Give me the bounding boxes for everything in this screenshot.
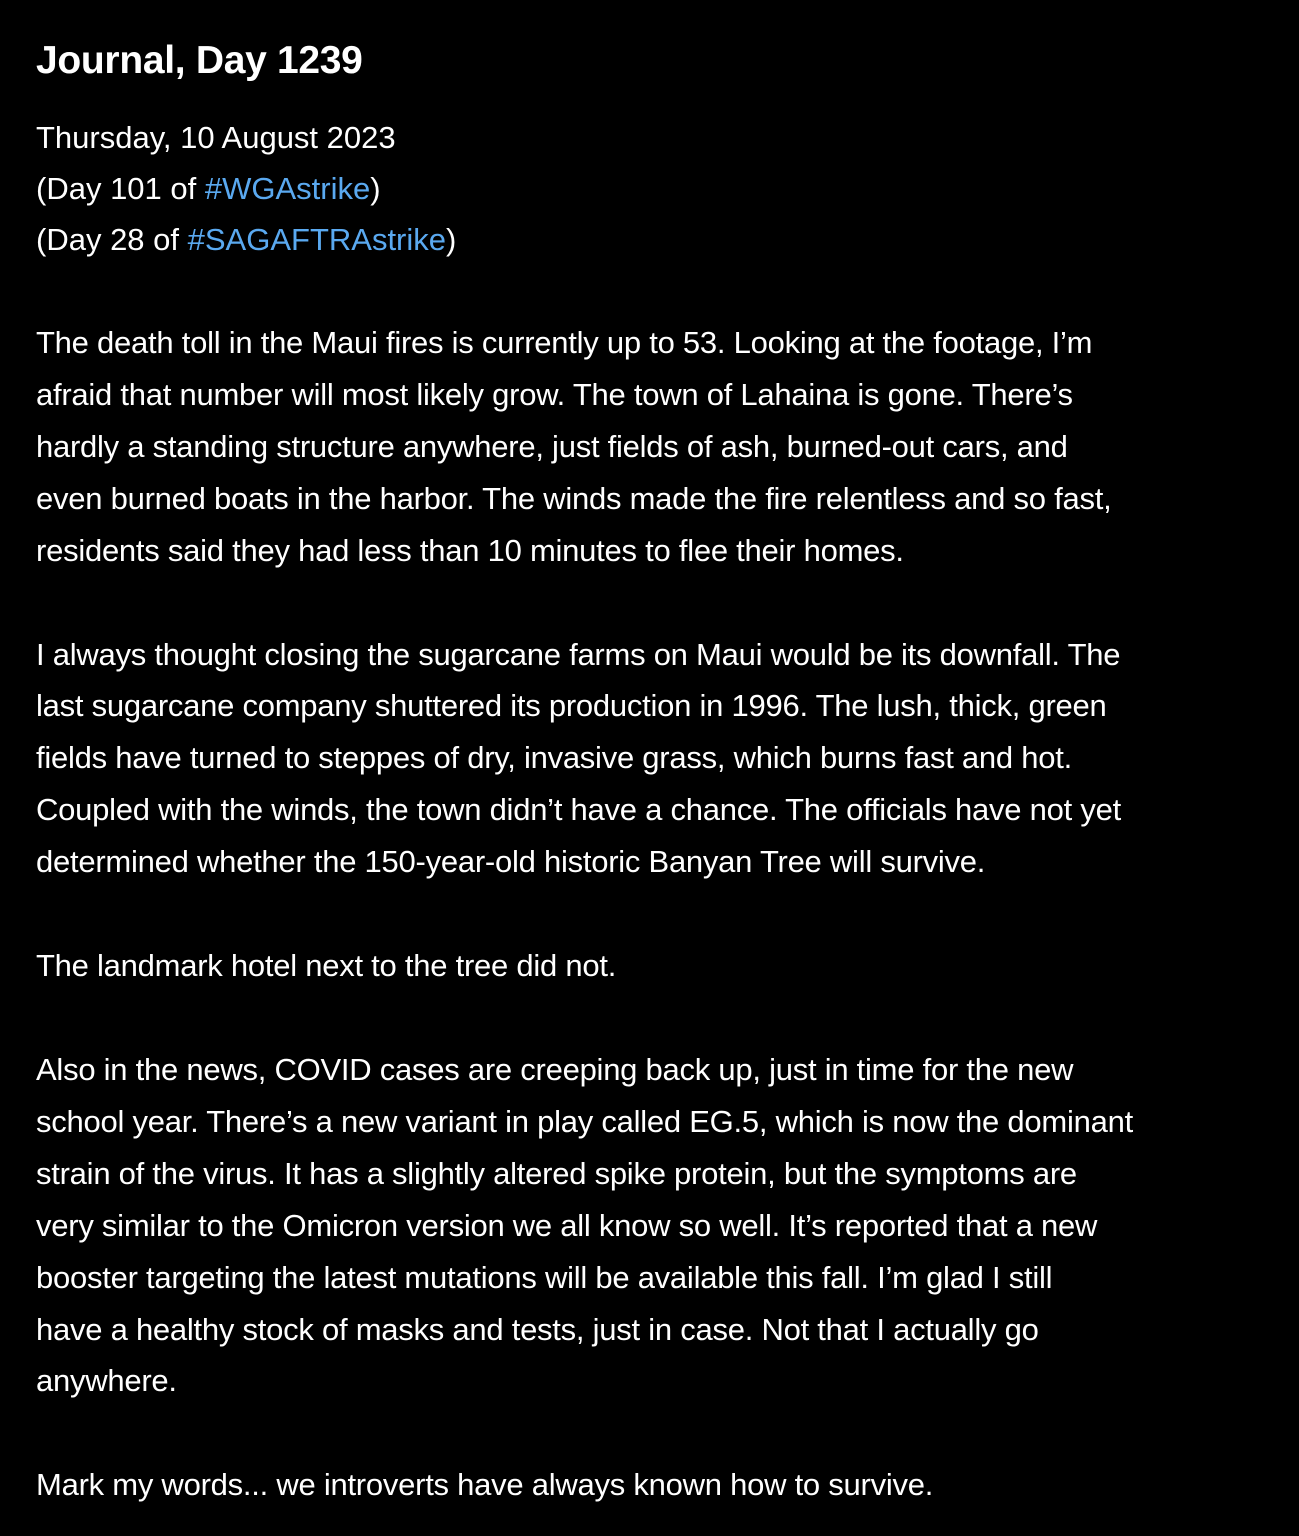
strike-day-line	[36, 163, 1264, 214]
body-paragraph	[36, 317, 1264, 577]
body-paragraph	[36, 629, 1264, 889]
journal-post	[36, 34, 1264, 1511]
strike-day-line	[36, 214, 1264, 265]
strike-day-suffix: )	[446, 222, 457, 257]
strike-day-prefix: (Day 101 of	[36, 171, 205, 206]
text-line: Coupled with the winds, the town didn’t have a chance. The officials have not yet	[36, 792, 1121, 828]
body-paragraph	[36, 1459, 1264, 1511]
text-line: hardly a standing structure anywhere, just fields of ash, burned-out cars, and	[36, 428, 1068, 464]
hashtag-link[interactable]: #WGAstrike	[204, 171, 371, 206]
post-meta	[36, 112, 1264, 265]
strike-day-prefix: (Day 28 of	[36, 222, 188, 257]
text-line: very similar to the Omicron version we all know so well. It’s reported that a new	[36, 1207, 1098, 1243]
text-line: have a healthy stock of masks and tests, just in case. Not that I actually go	[36, 1311, 1039, 1347]
post-date: Thursday, 10 August 2023	[36, 120, 396, 155]
text-line: determined whether the 150-year-old historic Banyan Tree will survive.	[36, 844, 986, 880]
text-line: fields have turned to steppes of dry, invasive grass, which burns fast and hot.	[36, 740, 1072, 776]
text-line: I always thought closing the sugarcane farms on Maui would be its downfall. The	[36, 636, 1121, 672]
body-paragraph	[36, 1044, 1264, 1407]
text-line: Mark my words... we introverts have always known how to survive.	[36, 1467, 934, 1503]
hashtag-link[interactable]: #SAGAFTRAstrike	[187, 222, 447, 257]
text-line: afraid that number will most likely grow. The town of Lahaina is gone. There’s	[36, 376, 1073, 412]
text-line: residents said they had less than 10 minutes to flee their homes.	[36, 532, 904, 568]
text-line: anywhere.	[36, 1363, 177, 1399]
body-paragraph	[36, 940, 1264, 992]
text-line: Also in the news, COVID cases are creeping back up, just in time for the new	[36, 1051, 1074, 1087]
text-line: The landmark hotel next to the tree did not.	[36, 948, 617, 984]
strike-day-suffix: )	[370, 171, 381, 206]
text-line: The death toll in the Maui fires is currently up to 53. Looking at the footage, I’m	[36, 325, 1093, 360]
text-line: booster targeting the latest mutations will be available this fall. I’m glad I still	[36, 1259, 1053, 1295]
text-line: strain of the virus. It has a slightly altered spike protein, but the symptoms are	[36, 1155, 1077, 1191]
text-line: school year. There’s a new variant in play called EG.5, which is now the dominant	[36, 1103, 1133, 1139]
post-title: Journal, Day 1239	[36, 39, 363, 82]
text-line: even burned boats in the harbor. The winds made the fire relentless and so fast,	[36, 480, 1112, 516]
text-line: last sugarcane company shuttered its production in 1996. The lush, thick, green	[36, 688, 1107, 724]
